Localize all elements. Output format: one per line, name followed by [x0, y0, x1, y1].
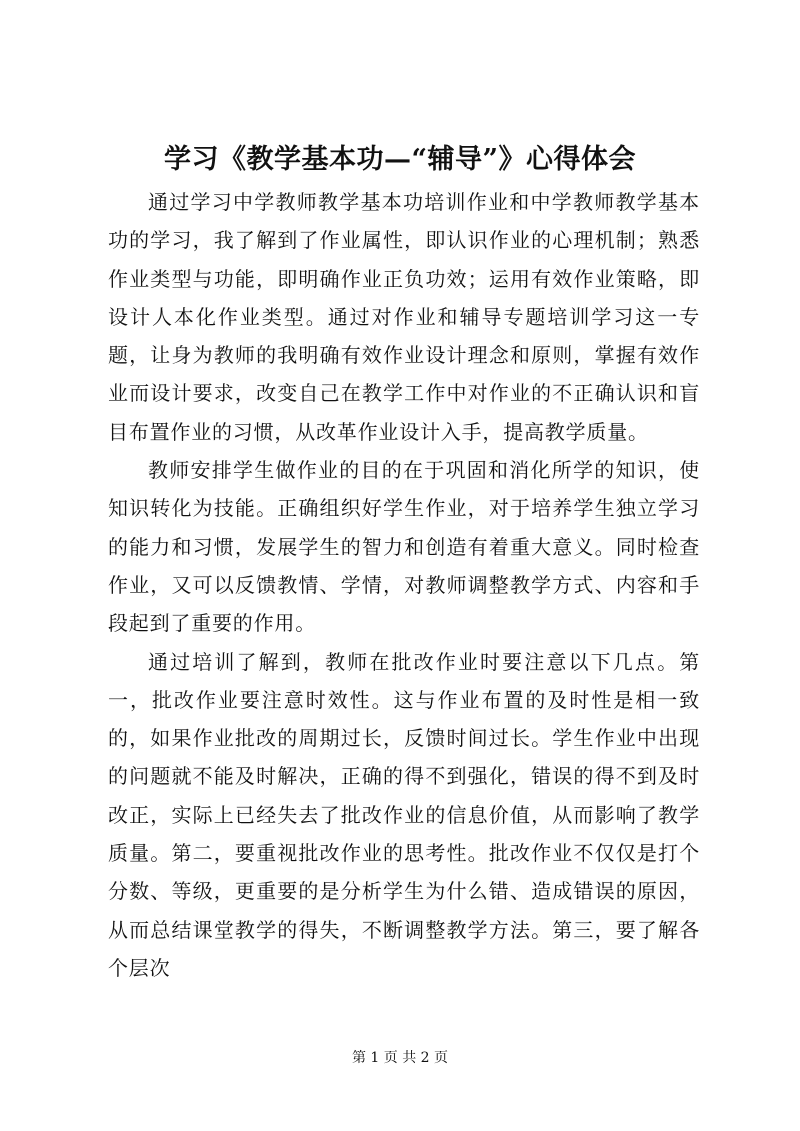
- paragraph-1: 通过学习中学教师教学基本功培训作业和中学教师教学基本功的学习，我了解到了作业属性，即认识作业的心理机制；熟悉作业类型与功能，即明确作业正负功效；运用有效作业策略，即设计人本化作业类型。通过对作业和辅导专题培训学习这一专题，让身为教师的我明确有效作业设计理念和原则，掌握有效作业而设计要求，改变自己在教学工作中对作业的不正确认识和盲目布置作业的习惯，从改革作业设计入手，提高教学质量。: [108, 190, 700, 444]
- document-title: 学习《教学基本功—“辅导”》心得体会: [163, 144, 637, 175]
- paragraph-2: 教师安排学生做作业的目的在于巩固和消化所学的知识，使知识转化为技能。正确组织好学生作业，对于培养学生独立学习的能力和习惯，发展学生的智力和创造有着重大意义。同时检查作业，又可以反馈教情、学情，对教师调整教学方式、内容和手段起到了重要的作用。: [108, 458, 700, 636]
- document-body: [108, 183, 700, 987]
- paragraph-3: 通过培训了解到，教师在批改作业时要注意以下几点。第一，批改作业要注意时效性。这与作业布置的及时性是相一致的，如果作业批改的周期过长，反馈时间过长。学生作业中出现的问题就不能及时解决，正确的得不到强化，错误的得不到及时改正，实际上已经失去了批改作业的信息价值，从而影响了教学质量。第二，要重视批改作业的思考性。批改作业不仅仅是打个分数、等级，更重要的是分析学生为什么错、造成错误的原因，从而总结课堂教学的得失，不断调整教学方法。第三，要了解各个层次: [108, 649, 700, 980]
- page-number-footer: 第 1 页 共 2 页: [351, 1050, 449, 1066]
